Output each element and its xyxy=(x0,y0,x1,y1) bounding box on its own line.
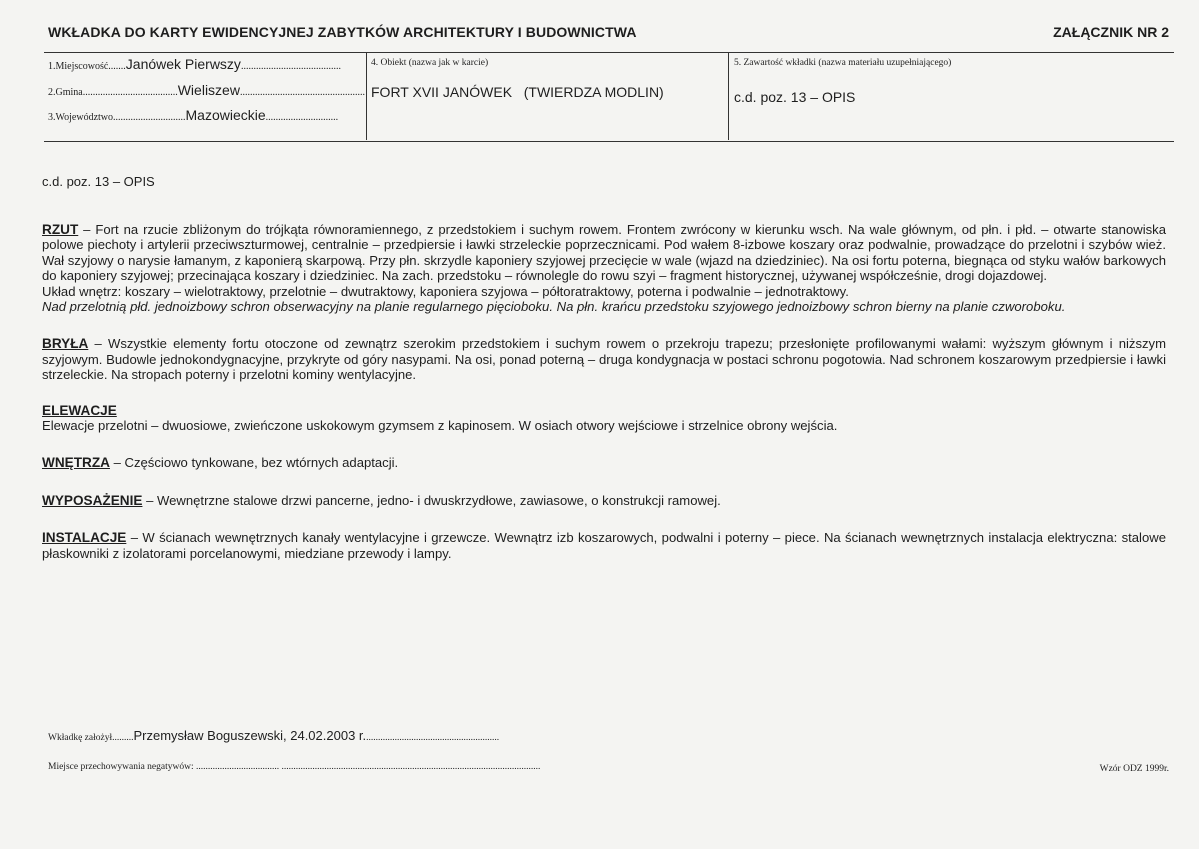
section-instalacje xyxy=(42,530,1166,561)
voivodeship-label: 3.Województwo............................. xyxy=(48,112,186,123)
commune-value: Wieliszew xyxy=(177,82,240,98)
object-label: 4. Obiekt (nazwa jak w karcie) xyxy=(371,58,489,68)
locality-value: Janówek Pierwszy xyxy=(125,56,241,72)
rzut-italic-text: Nad przelotnią płd. jednoizbowy schron obserwacyjny na planie regularnego pięcioboku. Na płn. krańcu przedstoku szyjowego jednoizbowy schron bierny na planie czworoboku. xyxy=(42,299,1066,315)
rzut-layout-text: Układ wnętrz: koszary – wielotraktowy, przelotnie – dwutraktowy, kaponiera szyjowa – półtoratraktowy, poterna i podwalnie – jednotraktowy. xyxy=(42,283,849,299)
section-bryla xyxy=(42,336,1166,382)
form-divider-2 xyxy=(728,52,729,140)
locality-field xyxy=(48,56,341,72)
template-version: Wzór ODZ 1999r. xyxy=(1099,764,1169,774)
instalacje-text: – W ścianach wewnętrznych kanały wentylacyjne i grzewcze. Wewnątrz izb koszarowych, podwalni i poterny – piece. Na ścianach wewnętrznych instalacja elektryczna: stalowe płaskowniki z izolatorami porcelanowymi, miedziane przewody i lampy. xyxy=(42,530,1166,561)
wyposazenie-heading: WYPOSAŻENIE xyxy=(42,492,143,508)
description-body xyxy=(42,222,1166,583)
commune-label: 2.Gmina...................................... xyxy=(48,87,178,98)
commune-dots: .................................................. xyxy=(239,87,365,98)
negatives-location-field: Miejsce przechowywania negatywów: ................................... ............................................................................................................. xyxy=(48,762,541,772)
form-divider-1 xyxy=(366,52,367,140)
voivodeship-dots: ............................. xyxy=(265,112,339,123)
commune-field xyxy=(48,82,365,98)
author-dots: ........................................................ xyxy=(366,733,500,743)
wnetrza-text: – Częściowo tynkowane, bez wtórnych adaptacji. xyxy=(109,455,399,471)
instalacje-heading: INSTALACJE xyxy=(42,530,127,546)
rzut-heading: RZUT xyxy=(42,222,79,237)
contents-value: c.d. poz. 13 – OPIS xyxy=(734,89,856,105)
continuation-heading: c.d. poz. 13 – OPIS xyxy=(42,174,155,189)
document-title: WKŁADKA DO KARTY EWIDENCYJNEJ ZABYTKÓW ARCHITEKTURY I BUDOWNICTWA xyxy=(48,24,637,40)
elewacje-heading: ELEWACJE xyxy=(42,402,117,418)
elewacje-text: Elewacje przelotni – dwuosiowe, zwieńczone uskokowym gzymsem z kapinosem. W osiach otwory wejściowe i strzelnice obrony wejścia. xyxy=(42,418,838,434)
locality-label: 1.Miejscowość....... xyxy=(48,61,126,72)
voivodeship-value: Mazowieckie xyxy=(185,107,266,123)
rzut-text: – Fort na rzucie zbliżonym do trójkąta równoramiennego, z przedstokiem i suchym rowem. Frontem zwrócony w kierunku wsch. Na wale głównym, od płn. i płd. – otwarte stanowiska polowe piechoty i artylerii przeciwszturmowej, centralnie – przedpiersie i ławki strzeleckie poprzecznicami. Pod wałem 8-izbowe koszary oraz podwalnie, prowadzące do przelotni i szybów wież. Wał szyjowy o narysie łamanym, z kaponierą skarpową. Przy płn. skrzydle kaponiery szyjowej przecięcie w wale (wjazd na dziedziniec). Na osi fortu poterna, biegnąca od styku wałów barkowych do kaponiery szyjowej; przecinająca koszary i dziedziniec. Na zach. przedstoku – równolegle do rowu szyi – fragment historycznej, używanej współcześnie, drogi dojazdowej. xyxy=(42,222,1166,284)
locality-dots: ........................................ xyxy=(240,61,341,72)
bryla-text: – Wszystkie elementy fortu otoczone od zewnątrz szerokim przedstokiem i suchym rowem o przekroju trapezu; przesłonięte profilowanymi wałami: wyższym głównym i niższym szyjowym. Budowle jednokondygnacyjne, przykryte od góry nasypami. Na osi, ponad poterną – druga kondygnacja w postaci schronu pogotowia. Nad schronem koszarowym przedpiersie i ławki strzeleckie. Na stropach poterny i przelotni kominy wentylacyjne. xyxy=(42,336,1166,383)
section-elewacje xyxy=(42,403,1166,434)
bryla-heading: BRYŁA xyxy=(42,336,89,352)
author-field xyxy=(48,728,499,743)
section-wyposazenie xyxy=(42,493,1166,508)
object-value: FORT XVII JANÓWEK (TWIERDZA MODLIN) xyxy=(371,84,664,100)
author-value: Przemysław Boguszewski, 24.02.2003 r. xyxy=(133,728,367,743)
section-rzut xyxy=(42,222,1166,314)
section-wnetrza xyxy=(42,455,1166,470)
author-label: Wkładkę założył......... xyxy=(48,733,134,743)
annex-number: ZAŁĄCZNIK NR 2 xyxy=(1053,24,1169,40)
contents-label: 5. Zawartość wkładki (nazwa materiału uzupełniającego) xyxy=(734,58,952,68)
wyposazenie-text: – Wewnętrzne stalowe drzwi pancerne, jedno- i dwuskrzydłowe, zawiasowe, o konstrukcji ramowej. xyxy=(142,492,721,508)
wnetrza-heading: WNĘTRZA xyxy=(42,455,110,471)
voivodeship-field xyxy=(48,107,338,123)
